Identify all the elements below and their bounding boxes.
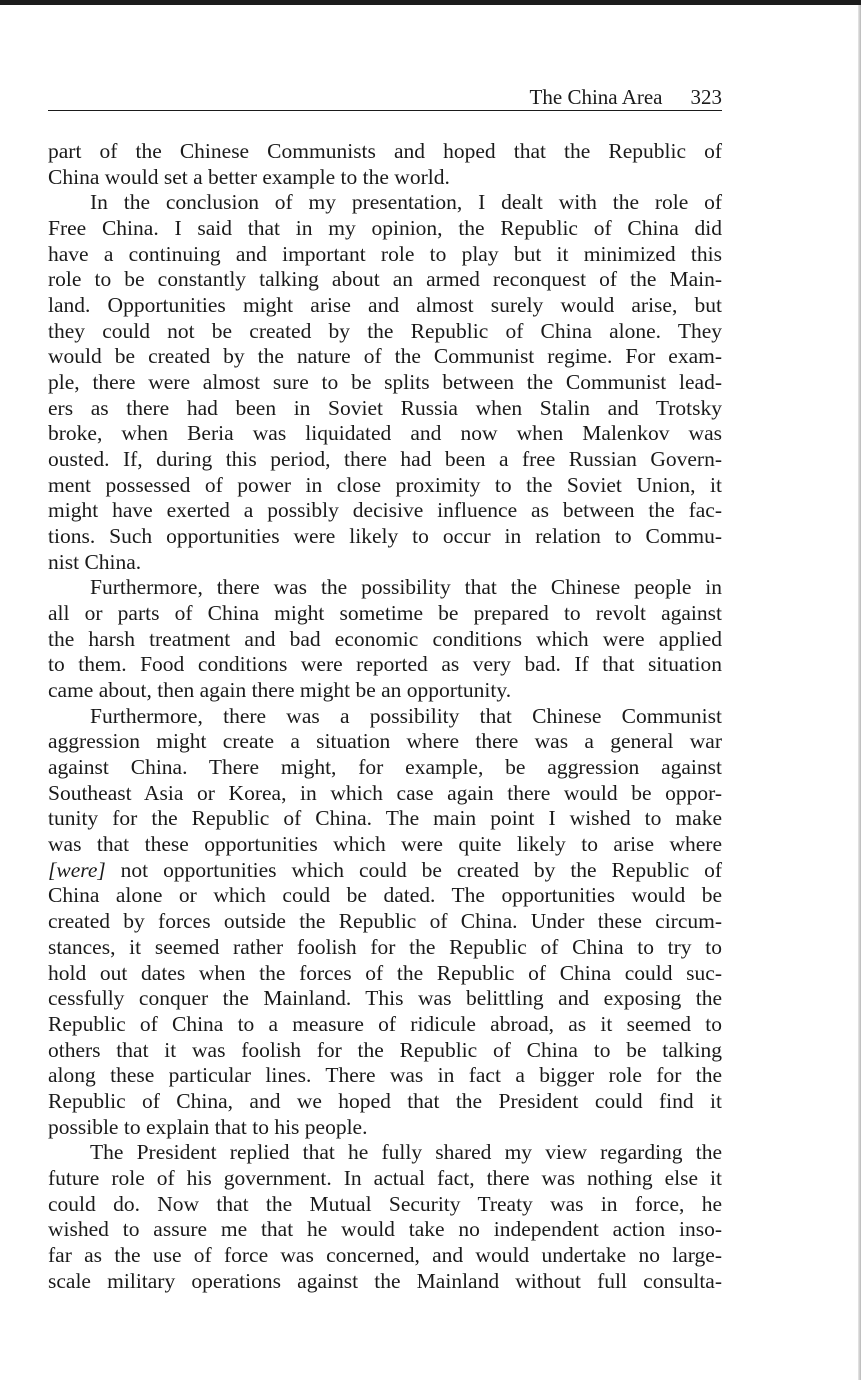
text-line: Furthermore, there was a possibility that Chinese Communist [90,703,722,728]
text-line: land. Opportunities might arise and almost surely would arise, but [48,293,722,318]
body-text [48,139,722,1294]
text-line: came about, then again there might be an opportunity. [48,678,512,703]
text-line: Free China. I said that in my opinion, the Republic of China did [48,216,722,241]
text-line: might have exerted a possibly decisive influence as between the fac- [48,498,722,523]
text-line: was that these opportunities which were quite likely to arise where [48,832,722,857]
text-line: stances, it seemed rather foolish for the Republic of China to try to [48,934,722,959]
page-top-edge [0,0,861,5]
text-line: China would set a better example to the world. [48,164,450,189]
text-line: aggression might create a situation where there was a general war [48,729,722,754]
text-line: Furthermore, there was the possibility that the Chinese people in [90,575,722,600]
text-line: wished to assure me that he would take no independent action inso- [48,1217,722,1242]
text-line: ousted. If, during this period, there had been a free Russian Govern- [48,447,722,472]
text-line: The President replied that he fully shared my view regarding the [90,1140,722,1165]
text-line: all or parts of China might sometime be prepared to revolt against [48,601,722,626]
text-line-with-editorial-insert [48,858,722,884]
text-line: nist China. [48,549,142,574]
text-line: tions. Such opportunities were likely to occur in relation to Commu- [48,524,722,549]
text-line: cessfully conquer the Mainland. This was belittling and exposing the [48,986,722,1011]
text-line: China alone or which could be dated. The opportunities would be [48,883,722,908]
text-line: In the conclusion of my presentation, I dealt with the role of [90,190,722,215]
text-line: scale military operations against the Mainland without full consulta- [48,1268,722,1293]
text-line: hold out dates when the forces of the Republic of China could suc- [48,960,722,985]
running-head [48,84,722,111]
text-line: they could not be created by the Republic of China alone. They [48,318,722,343]
page-number: 323 [690,85,722,109]
text-line: Republic of China, and we hoped that the President could find it [48,1088,722,1113]
text-line: created by forces outside the Republic of China. Under these circum- [48,909,722,934]
text-line: have a continuing and important role to play but it minimized this [48,241,722,266]
text-line: broke, when Beria was liquidated and now when Malenkov was [48,421,722,446]
text-line: part of the Chinese Communists and hoped that the Republic of [48,139,722,163]
text-line: future role of his government. In actual fact, there was nothing else it [48,1165,722,1190]
text-line: Southeast Asia or Korea, in which case again there would be oppor- [48,780,722,805]
text-line: others that it was foolish for the Republic of China to be talking [48,1037,722,1062]
text-line: the harsh treatment and bad economic conditions which were applied [48,626,722,651]
running-head-title: The China Area [529,85,663,109]
text-line: ment possessed of power in close proximity to the Soviet Union, it [48,472,722,497]
text-line: Republic of China to a measure of ridicule abroad, as it seemed to [48,1011,722,1036]
text-line: would be created by the nature of the Communist regime. For exam- [48,344,722,369]
text-line: role to be constantly talking about an armed reconquest of the Main- [48,267,722,292]
text-line: far as the use of force was concerned, and would undertake no large- [48,1242,722,1267]
text-line: possible to explain that to his people. [48,1114,368,1139]
text-line: ers as there had been in Soviet Russia when Stalin and Trotsky [48,395,722,420]
text-line: against China. There might, for example, be aggression against [48,755,722,780]
text-line: tunity for the Republic of China. The main point I wished to make [48,806,722,831]
text-line: ple, there were almost sure to be splits between the Communist lead- [48,370,722,395]
text-line: could do. Now that the Mutual Security Treaty was in force, he [48,1191,722,1216]
editorial-insert: [were] [48,857,106,882]
text-line-remainder: not opportunities which could be created by the Republic of [120,857,722,882]
text-line: along these particular lines. There was in fact a bigger role for the [48,1063,722,1088]
text-line: to them. Food conditions were reported as very bad. If that situation [48,652,722,677]
